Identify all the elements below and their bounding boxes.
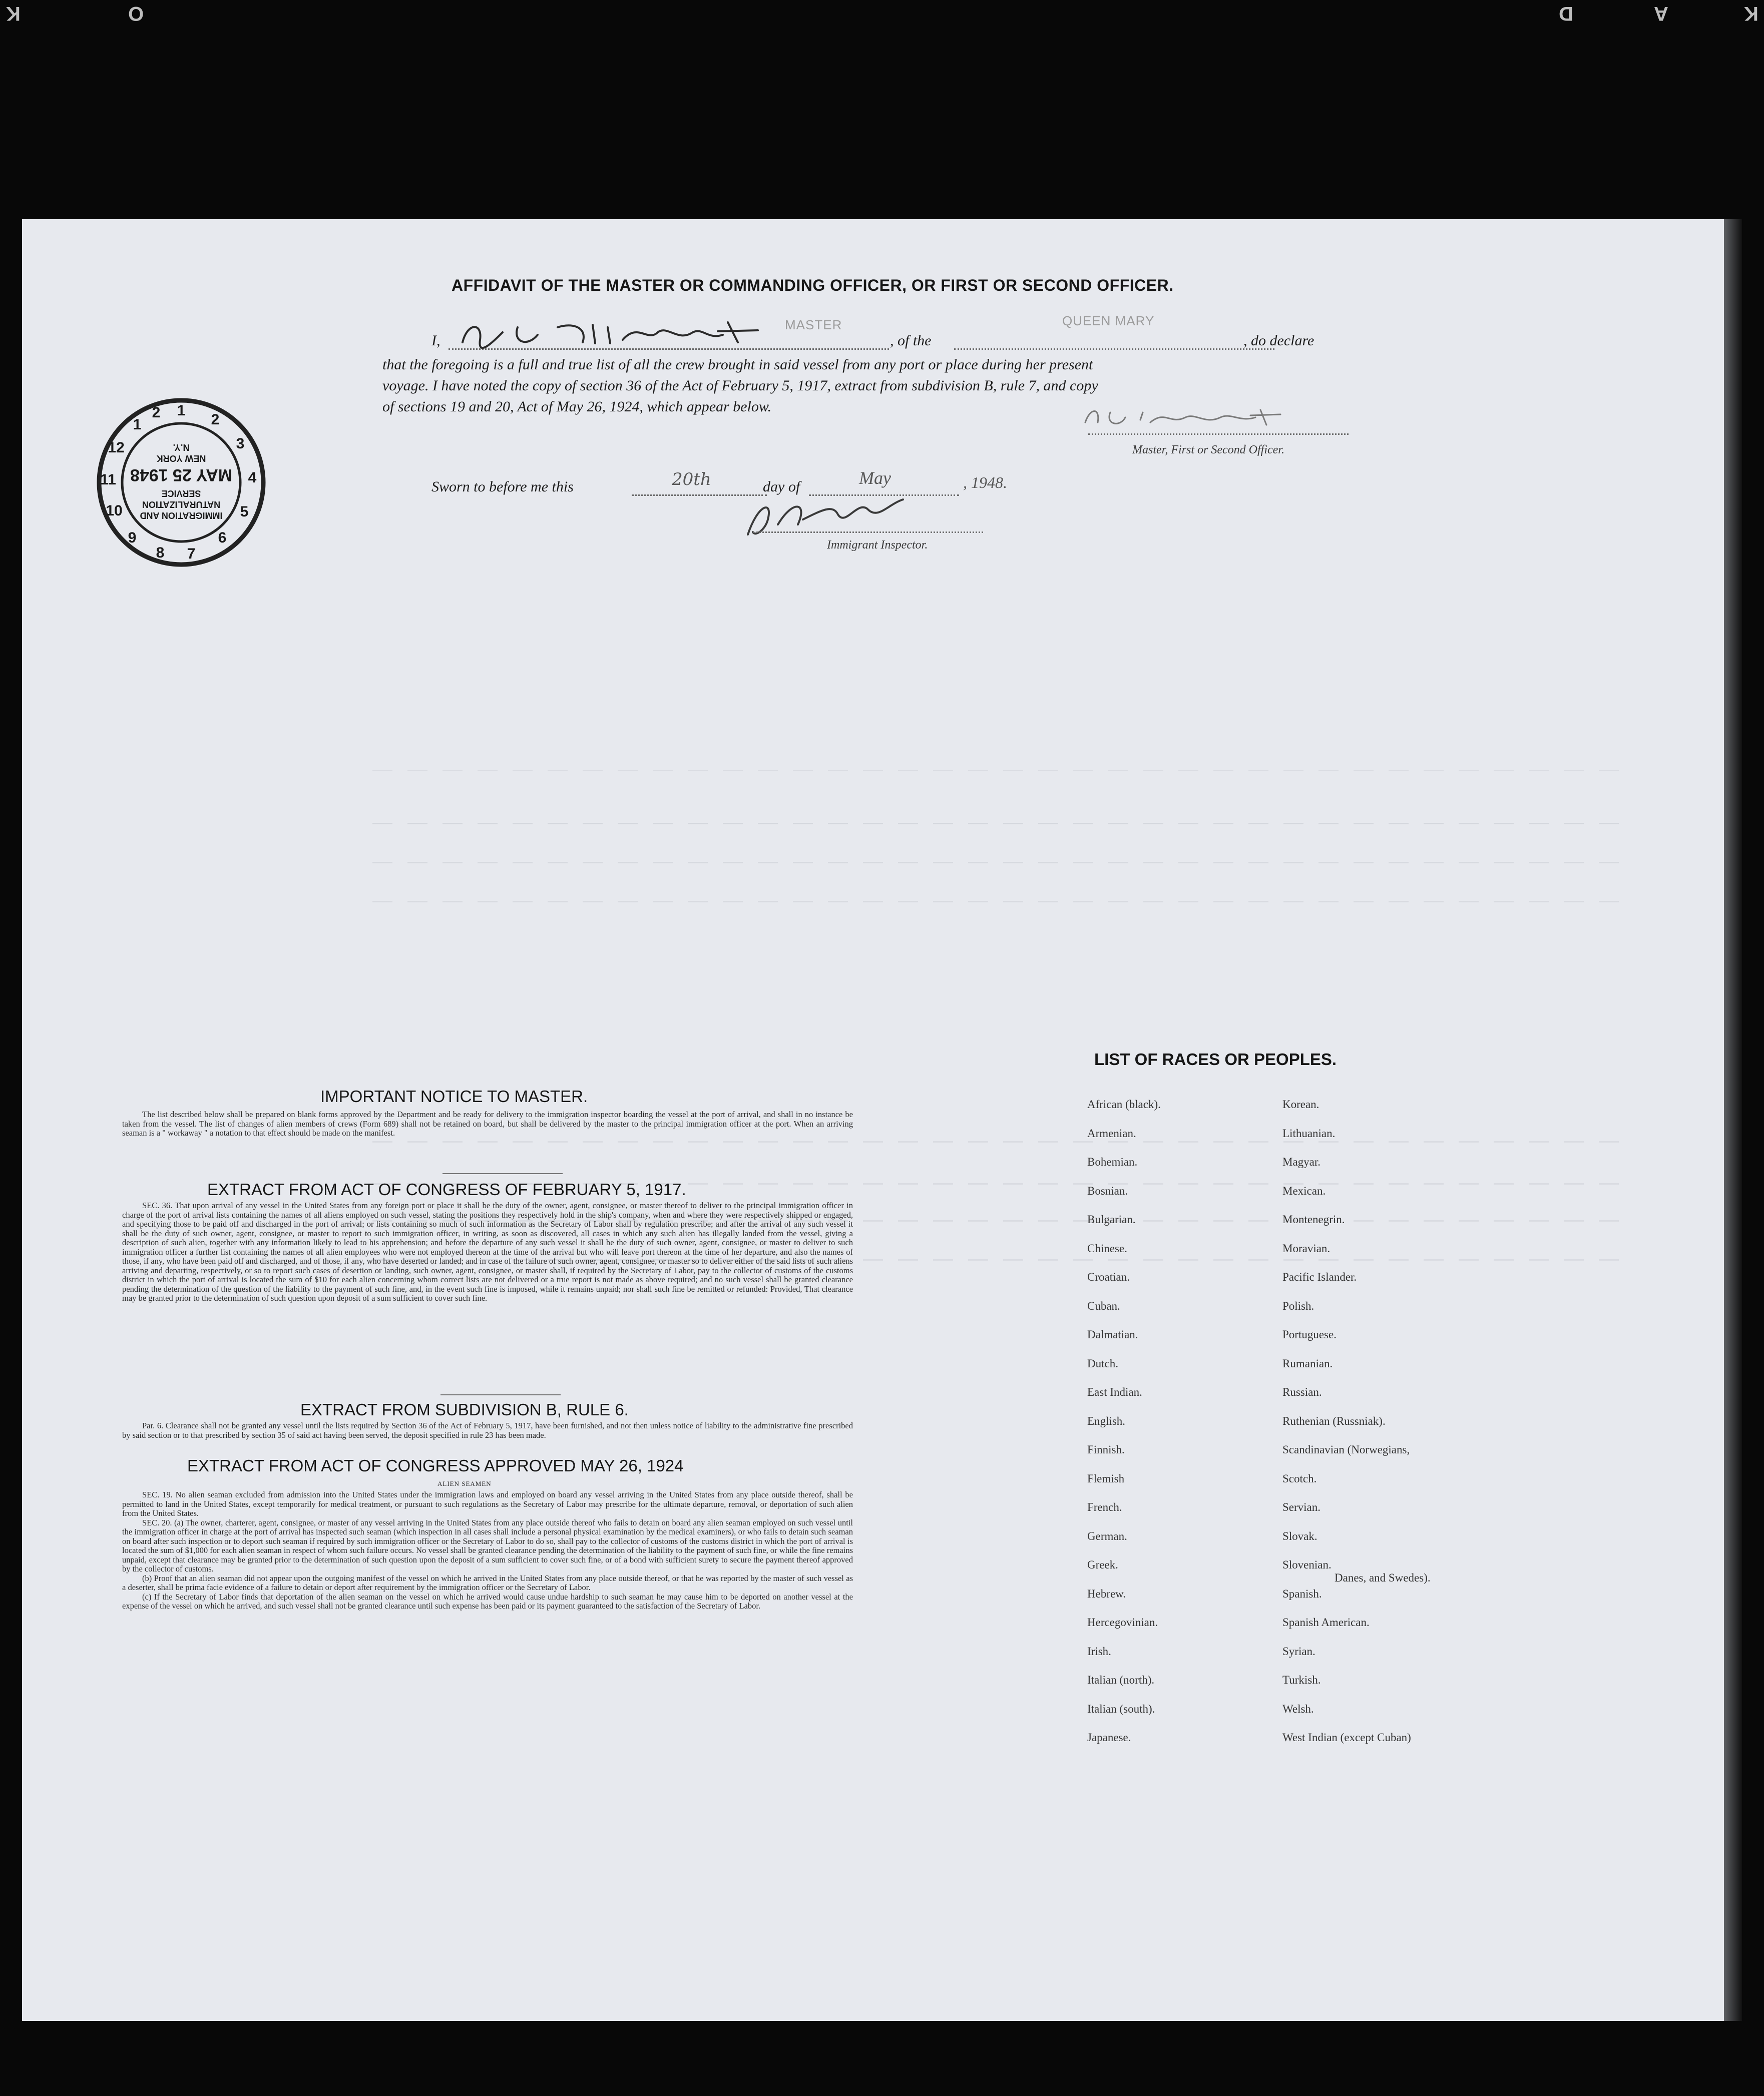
race-item: Dutch.	[1087, 1357, 1118, 1370]
subdivision-body	[122, 1421, 853, 1440]
film-letter: K	[1742, 3, 1758, 25]
affidavit-i: I,	[431, 332, 440, 349]
race-item: Magyar.	[1282, 1156, 1321, 1168]
day-written: 20th	[672, 469, 711, 489]
sworn-label: Sworn to before me this	[431, 478, 574, 495]
seal-line: N.Y.	[173, 442, 190, 452]
race-item: Moravian.	[1282, 1242, 1331, 1255]
day-of-label: day of	[763, 478, 800, 495]
race-item: German.	[1087, 1529, 1127, 1542]
seal-number: 5	[240, 503, 249, 520]
seal-line: NEW YORK	[156, 453, 206, 463]
section-divider	[443, 1173, 563, 1174]
seal-number: 8	[156, 545, 165, 561]
affidavit-body-3: of sections 19 and 20, Act of May 26, 1924, which appear below.	[382, 398, 772, 415]
seal-number: 2	[211, 411, 220, 428]
extract-1924-title: EXTRACT FROM ACT OF CONGRESS APPROVED MAY 26, 1924	[187, 1456, 684, 1475]
seal-number: 11	[100, 471, 116, 488]
race-item: Italian (south).	[1087, 1702, 1155, 1715]
race-item: Ruthenian (Russniak).	[1282, 1414, 1386, 1427]
sec20c-paragraph: (c) If the Secretary of Labor finds that deportation of the alien seaman on the vessel on which he arrived would cause undue hardship to such seaman he may cause him to be deported on another vessel at the expense of the vessel on which he arrived, and such vessel shall not be granted clearance until such expense has been paid or its payment guaranteed to the satisfaction of the Secretary of Labor.	[122, 1592, 853, 1611]
sec19-paragraph: SEC. 19. No alien seaman excluded from admission into the United States under the immigration laws and employed on board any vessel arriving in the United States from any place outside thereof, shall be permitted to land in the United States, except temporarily for medical treatment, or pursuant to such regulations as the Secretary of Labor may prescribe for the ultimate departure, removal, or deportation of such alien from the United States.	[122, 1490, 853, 1518]
section-divider	[440, 1394, 561, 1395]
seal-number: 1	[133, 416, 142, 433]
sec20a-paragraph: SEC. 20. (a) The owner, charterer, agent, consignee, or master of any vessel arriving in the United States from any place outside thereof who fails to detain on board any alien seaman employed on such vessel until the immigration officer in charge at the port of arrival has inspected such seaman (which inspection in all cases shall include a personal physical examination by the medical examiners), or who fails to detain such seaman on board after such inspection or to deport such seaman if required by such immigration officer or the Secretary of Labor to do so, shall pay to the collector of customs of the customs district in which the port of arrival is located the sum of $1,000 for each alien seaman in respect of whom such failure occurs. No vessel shall be granted clearance pending the determination of the liability to the payment of such fine, or while the fine remains unpaid, except that clearance may be granted prior to the determination of such question upon the deposit of a sum sufficient to cover such fine, or of a bond with sufficient surety to secure the payment thereof approved by the collector of customs.	[122, 1517, 853, 1574]
race-item: Slovak.	[1282, 1529, 1317, 1542]
film-letter: K	[4, 3, 21, 25]
race-item: French.	[1087, 1501, 1122, 1513]
race-item: West Indian (except Cuban)	[1282, 1731, 1411, 1744]
race-item: Irish.	[1087, 1645, 1111, 1658]
race-item: Hebrew.	[1087, 1587, 1126, 1600]
race-item: Bohemian.	[1087, 1156, 1138, 1168]
race-item: Turkish.	[1282, 1674, 1321, 1686]
seal-number: 10	[106, 502, 123, 519]
sec36-paragraph: SEC. 36. That upon arrival of any vessel in the United States from any foreign port or place it shall be the duty of the owner, agent, consignee, or master thereof to deliver to the principal immigration officer in charge of the port of arrival lists containing the names of all aliens employed on such vessel, stating the positions they respectively hold in the ship's company, when and where they were respectively shipped or engaged, and specifying those to be paid off and discharged in the port of arrival; or lists containing so much of such information as the Secretary of Labor shall by regulation prescribe; and after the arrival of any such vessel it shall be the duty of such owner, agent, consignee, or master to report to such immigration officer, in writing, as soon as discovered, all cases in which any such alien has illegally landed from the vessel, giving a description of such alien, together with any information likely to lead to his apprehension; and before the departure of any such vessel it shall be the duty of such owner, agent, consignee, or master to deliver to such immigration officer a further list containing the names of all alien employees who were not employed thereon at the time of the arrival but who will leave port thereon at the time of her departure, and also the names of those, if any, who have been paid off and discharged, and of those, if any, who have deserted or landed; and in case of the failure of such owner, agent, consignee, or master so to deliver either of the said lists of such aliens arriving and departing, respectively, or so to report such cases of desertion or landing, such owner, agent, consignee, or master shall, if required by the Secretary of Labor, pay to the collector of customs of the customs district in which the port of arrival is located the sum of $10 for each alien concerning whom correct lists are not delivered or a true report is not made as above required; and no such vessel shall be granted clearance pending the determination of the question of the liability to the payment of such fine, and, in the event such fine is imposed, while it remains unpaid; nor shall such fine be remitted or refunded: Provided, That clearance may be granted prior to the determination of such question upon deposit of a sum sufficient to cover such fine.	[122, 1201, 853, 1303]
ghost-row	[372, 901, 1624, 902]
race-item: Syrian.	[1282, 1645, 1315, 1658]
rank-stamp: MASTER	[785, 317, 842, 332]
race-item: Japanese.	[1087, 1731, 1131, 1744]
ghost-row	[372, 770, 1624, 771]
race-item: English.	[1087, 1414, 1126, 1427]
race-item: Portuguese.	[1282, 1328, 1337, 1341]
par6-paragraph: Par. 6. Clearance shall not be granted any vessel until the lists required by Section 36 of the Act of February 5, 1917, have been furnished, and not then unless notice of liability to the administrative fine prescribed by said section or to that prescribed by section 35 of said act having been served, the deposit specified in rule 23 has been made.	[122, 1421, 853, 1440]
race-item: Bosnian.	[1087, 1184, 1128, 1197]
master-signature-repeat	[1080, 402, 1290, 432]
notice-title: IMPORTANT NOTICE TO MASTER.	[320, 1087, 588, 1106]
seal-line: IMMIGRATION AND	[140, 510, 223, 520]
page-edge-shadow	[1724, 219, 1742, 2021]
race-item: Armenian.	[1087, 1127, 1136, 1140]
race-item: Chinese.	[1087, 1242, 1127, 1255]
seal-line: SERVICE	[161, 488, 201, 498]
seal-number: 6	[218, 530, 227, 546]
races-list	[1087, 1098, 1538, 1999]
do-declare-label: , do declare	[1243, 332, 1314, 349]
seal-line: NATURALIZATION	[142, 499, 221, 509]
seal-number: 3	[236, 435, 245, 452]
race-item: Scandinavian (Norwegians,	[1282, 1443, 1410, 1456]
race-item: Scotch.	[1282, 1472, 1317, 1485]
extract-1917-title: EXTRACT FROM ACT OF CONGRESS OF FEBRUARY 5, 1917.	[207, 1180, 686, 1199]
race-item: Croatian.	[1087, 1271, 1130, 1283]
of-the-label: , of the	[890, 332, 932, 349]
race-item-continuation: Danes, and Swedes).	[1335, 1571, 1431, 1584]
race-item: Polish.	[1282, 1299, 1314, 1312]
master-sign-line	[1088, 433, 1349, 435]
race-item: Cuban.	[1087, 1299, 1120, 1312]
race-item: Dalmatian.	[1087, 1328, 1138, 1341]
race-item: Spanish.	[1282, 1587, 1322, 1600]
extract-1924-body	[122, 1490, 853, 1611]
year-written: , 1948.	[963, 473, 1007, 491]
inspector-caption: Immigrant Inspector.	[827, 539, 928, 552]
subdivision-title: EXTRACT FROM SUBDIVISION B, RULE 6.	[300, 1400, 629, 1419]
notice-paragraph: The list described below shall be prepared on blank forms approved by the Department and be ready for delivery to the immigration inspector boarding the vessel at the port of arrival, and shall in no instance be taken from the vessel. The list of changes of alien members of crews (Form 689) shall not be retained on board, but shall be delivered by the master to the principal immigration officer at the port. When an arriving seaman is a " workaway " a notation to that effect should be made on the manifest.	[122, 1110, 853, 1138]
seal-number: 2	[152, 404, 161, 421]
race-item: Rumanian.	[1282, 1357, 1333, 1370]
seal-number: 4	[248, 469, 257, 486]
inspector-signature	[738, 489, 918, 545]
race-item: Pacific Islander.	[1282, 1271, 1357, 1283]
vessel-line	[954, 348, 1274, 350]
race-item: Hercegovinian.	[1087, 1616, 1158, 1629]
race-item: Bulgarian.	[1087, 1213, 1136, 1226]
sec20b-paragraph: (b) Proof that an alien seaman did not appear upon the outgoing manifest of the vessel on which he arrived in the United States from any place outside thereof, or that he was reported by the master of such vessel as a deserter, shall be prima facie evidence of a failure to detain or deport after requirement by the immigration officer or the Secretary of Labor.	[122, 1573, 853, 1592]
alien-seamen-subtitle: ALIEN SEAMEN	[437, 1480, 492, 1487]
notice-body	[122, 1110, 853, 1138]
month-written: May	[859, 468, 891, 488]
race-item: Spanish American.	[1282, 1616, 1370, 1629]
seal-number: 1	[177, 402, 186, 419]
film-letter: O	[126, 3, 144, 25]
film-edge-markings	[0, 0, 1764, 30]
film-letter: D	[1557, 3, 1573, 25]
race-item: Welsh.	[1282, 1702, 1314, 1715]
race-item: Slovenian.	[1282, 1558, 1332, 1571]
race-item: Russian.	[1282, 1386, 1322, 1398]
race-item: Korean.	[1282, 1098, 1319, 1111]
extract-1917-body	[122, 1201, 853, 1303]
affidavit-body-2: voyage. I have noted the copy of section 36 of the Act of February 5, 1917, extract from subdivision B, rule 7, and copy	[382, 377, 1098, 394]
race-item: East Indian.	[1087, 1386, 1142, 1398]
ghost-row	[372, 823, 1624, 824]
master-signature	[458, 312, 798, 352]
immigration-seal	[91, 392, 271, 573]
race-item: Flemish	[1087, 1472, 1125, 1485]
manifest-page	[22, 219, 1724, 2021]
races-title: LIST OF RACES OR PEOPLES.	[1094, 1050, 1337, 1069]
master-caption: Master, First or Second Officer.	[1132, 443, 1284, 456]
race-item: Lithuanian.	[1282, 1127, 1336, 1140]
race-item: Mexican.	[1282, 1184, 1326, 1197]
vessel-stamp: QUEEN MARY	[1062, 313, 1155, 328]
race-item: Finnish.	[1087, 1443, 1125, 1456]
seal-number: 12	[108, 439, 125, 456]
seal-date: MAY 25 1948	[130, 465, 233, 484]
race-item: Montenegrin.	[1282, 1213, 1345, 1226]
inspector-line	[753, 532, 983, 533]
affidavit-body-1: that the foregoing is a full and true list of all the crew brought in said vessel from any port or place during her present	[382, 356, 1093, 373]
race-item: Italian (north).	[1087, 1674, 1155, 1686]
ghost-row	[372, 862, 1624, 863]
seal-number: 7	[187, 546, 196, 562]
film-letter: A	[1652, 3, 1668, 25]
seal-number: 9	[128, 530, 137, 546]
race-item: Servian.	[1282, 1501, 1321, 1513]
race-item: Greek.	[1087, 1558, 1118, 1571]
race-item: African (black).	[1087, 1098, 1161, 1111]
affidavit-title: AFFIDAVIT OF THE MASTER OR COMMANDING OFFICER, OR FIRST OR SECOND OFFICER.	[452, 276, 1174, 294]
